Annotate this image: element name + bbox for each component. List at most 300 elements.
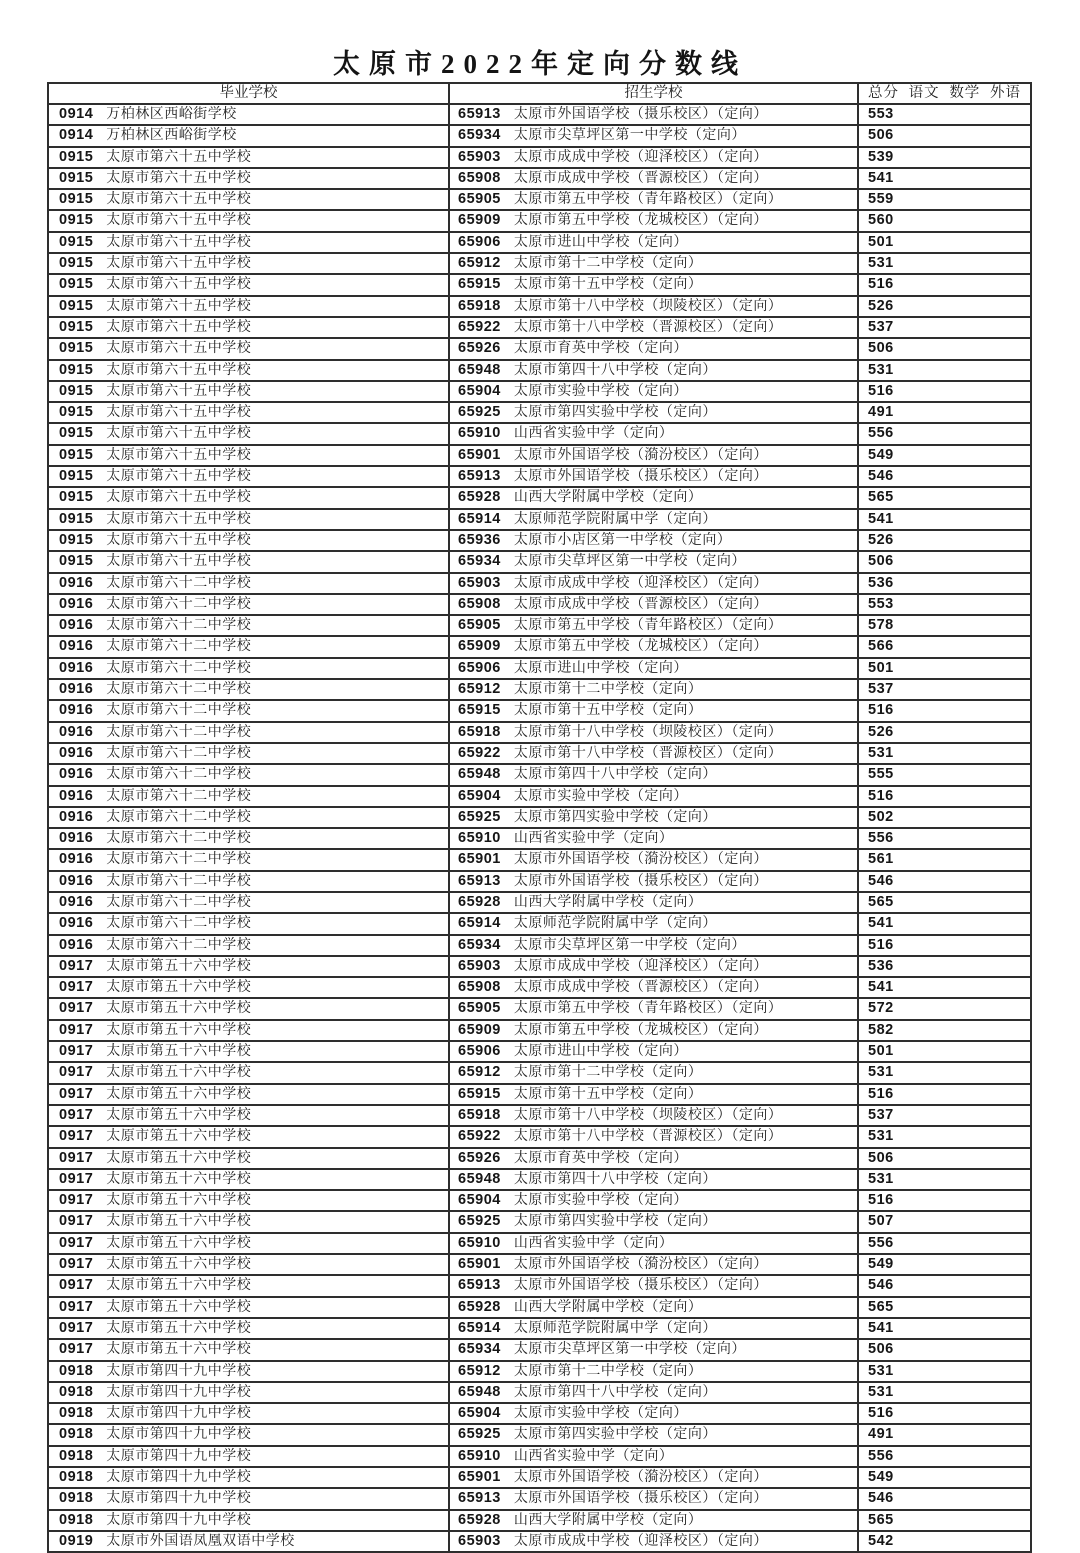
table-row [48, 1211, 1031, 1232]
total-score-cell [858, 977, 1031, 998]
admission-school-name: 太原市第十八中学校（坝陵校区）（定向） [513, 298, 783, 314]
admission-school-cell [449, 807, 858, 828]
admission-school-code: 65901 [458, 1256, 501, 1273]
graduate-school-name: 太原市第六十二中学校 [106, 937, 252, 953]
admission-school-cell [449, 1318, 858, 1339]
total-score-cell [858, 147, 1031, 168]
admission-school-code: 65948 [458, 361, 501, 378]
admission-school-cell [449, 317, 858, 338]
graduate-school-cell [48, 402, 449, 423]
graduate-school-cell [48, 956, 449, 977]
header-score-columns [858, 83, 1031, 104]
total-score-cell [858, 722, 1031, 743]
graduate-school-name: 太原市第六十二中学校 [106, 682, 252, 698]
graduate-school-cell [48, 700, 449, 721]
total-score-value: 542 [868, 1532, 894, 1549]
table-row [48, 1126, 1031, 1147]
graduate-school-name: 太原市第五十六中学校 [106, 1044, 252, 1060]
admission-school-cell [449, 466, 858, 487]
admission-school-name: 太原市第四十八中学校（定向） [513, 1384, 717, 1400]
total-score-value: 555 [868, 766, 894, 783]
total-score-cell [858, 168, 1031, 189]
table-row [48, 253, 1031, 274]
graduate-school-code: 0918 [59, 1447, 94, 1464]
table-row [48, 296, 1031, 317]
graduate-school-name: 太原市第六十二中学校 [106, 724, 252, 740]
admission-school-code: 65934 [458, 553, 501, 570]
graduate-school-code: 0917 [59, 1319, 94, 1336]
graduate-school-cell [48, 1339, 449, 1360]
total-score-value: 516 [868, 1085, 894, 1102]
admission-school-code: 65934 [458, 127, 501, 144]
total-score-cell [858, 1339, 1031, 1360]
total-score-cell [858, 700, 1031, 721]
graduate-school-cell [48, 764, 449, 785]
admission-school-code: 65910 [458, 425, 501, 442]
table-row [48, 1233, 1031, 1254]
total-score-cell [858, 849, 1031, 870]
graduate-school-name: 太原市第六十二中学校 [106, 618, 252, 634]
total-score-cell [858, 658, 1031, 679]
admission-school-code: 65901 [458, 446, 501, 463]
total-score-value: 531 [868, 255, 894, 272]
table-row [48, 168, 1031, 189]
graduate-school-name: 太原市第六十二中学校 [106, 831, 252, 847]
graduate-school-cell [48, 125, 449, 146]
admission-school-name: 太原市成成中学校（迎泽校区）（定向） [513, 958, 768, 974]
graduate-school-cell [48, 551, 449, 572]
graduate-school-name: 太原市第五十六中学校 [106, 1299, 252, 1315]
graduate-school-code: 0916 [59, 872, 94, 889]
graduate-school-code: 0915 [59, 425, 94, 442]
graduate-school-name: 太原市第六十五中学校 [106, 149, 252, 165]
graduate-school-name: 太原市第六十五中学校 [106, 532, 252, 548]
total-score-cell [858, 445, 1031, 466]
admission-school-code: 65903 [458, 957, 501, 974]
admission-school-code: 65904 [458, 1405, 501, 1422]
admission-school-name: 太原市外国语学校（漪汾校区）（定向） [513, 1257, 768, 1273]
admission-school-cell [449, 189, 858, 210]
total-score-value: 553 [868, 595, 894, 612]
admission-school-name: 太原市第四十八中学校（定向） [513, 362, 717, 378]
graduate-school-name: 太原市第六十五中学校 [106, 341, 252, 357]
graduate-school-code: 0916 [59, 766, 94, 783]
admission-school-name: 太原市第十八中学校（坝陵校区）（定向） [513, 1107, 783, 1123]
admission-school-cell [449, 104, 858, 125]
total-score-cell [858, 1105, 1031, 1126]
graduate-school-name: 太原市第五十六中学校 [106, 1107, 252, 1123]
graduate-school-cell [48, 1233, 449, 1254]
table-row [48, 1382, 1031, 1403]
table-row [48, 807, 1031, 828]
admission-school-cell [449, 253, 858, 274]
admission-school-code: 65925 [458, 404, 501, 421]
admission-school-name: 太原市第十二中学校（定向） [513, 1065, 703, 1081]
total-score-cell [858, 1020, 1031, 1041]
admission-school-name: 太原市第十五中学校（定向） [513, 703, 703, 719]
graduate-school-name: 太原市第六十二中学校 [106, 660, 252, 676]
total-score-value: 546 [868, 872, 894, 889]
graduate-school-cell [48, 1254, 449, 1275]
total-score-cell [858, 1467, 1031, 1488]
admission-school-name: 太原市第五中学校（青年路校区）（定向） [513, 1001, 783, 1017]
graduate-school-cell [48, 1531, 449, 1552]
graduate-school-name: 太原市第六十二中学校 [106, 852, 252, 868]
total-score-cell [858, 1424, 1031, 1445]
admission-school-name: 太原市尖草坪区第一中学校（定向） [513, 554, 746, 570]
graduate-school-name: 太原市第五十六中学校 [106, 958, 252, 974]
total-score-value: 541 [868, 1319, 894, 1336]
graduate-school-code: 0916 [59, 659, 94, 676]
admission-school-cell [449, 594, 858, 615]
admission-school-code: 65926 [458, 1149, 501, 1166]
table-row [48, 828, 1031, 849]
admission-school-cell [449, 636, 858, 657]
graduate-school-code: 0917 [59, 1192, 94, 1209]
table-row [48, 1318, 1031, 1339]
total-score-cell [858, 360, 1031, 381]
graduate-school-cell [48, 232, 449, 253]
table-row [48, 1531, 1031, 1552]
graduate-school-cell [48, 892, 449, 913]
admission-school-cell [449, 1275, 858, 1296]
admission-school-cell [449, 1488, 858, 1509]
graduate-school-cell [48, 977, 449, 998]
graduate-school-cell [48, 1169, 449, 1190]
graduate-school-name: 太原市第五十六中学校 [106, 1171, 252, 1187]
graduate-school-name: 太原市第六十二中学校 [106, 639, 252, 655]
graduate-school-code: 0915 [59, 191, 94, 208]
graduate-school-name: 太原市第六十五中学校 [106, 469, 252, 485]
graduate-school-code: 0915 [59, 276, 94, 293]
admission-school-name: 太原市进山中学校（定向） [513, 660, 688, 676]
table-row [48, 466, 1031, 487]
total-score-value: 491 [868, 404, 894, 421]
admission-school-name: 太原市外国语学校（摄乐校区）（定向） [513, 1491, 768, 1507]
table-row [48, 935, 1031, 956]
table-row [48, 423, 1031, 444]
total-score-value: 565 [868, 489, 894, 506]
graduate-school-name: 太原市第四十九中学校 [106, 1384, 252, 1400]
graduate-school-cell [48, 1148, 449, 1169]
graduate-school-cell [48, 1084, 449, 1105]
total-score-value: 541 [868, 169, 894, 186]
total-score-value: 537 [868, 1106, 894, 1123]
admission-school-name: 太原市小店区第一中学校（定向） [513, 532, 732, 548]
graduate-school-name: 太原市第六十五中学校 [106, 256, 252, 272]
total-score-value: 531 [868, 1064, 894, 1081]
total-score-cell [858, 1084, 1031, 1105]
total-score-cell [858, 1488, 1031, 1509]
graduate-school-cell [48, 1446, 449, 1467]
admission-school-cell [449, 1126, 858, 1147]
admission-school-code: 65904 [458, 1192, 501, 1209]
table-row [48, 104, 1031, 125]
graduate-school-name: 太原市第五十六中学校 [106, 1320, 252, 1336]
admission-school-name: 太原市第五中学校（青年路校区）（定向） [513, 618, 783, 634]
admission-school-name: 太原市进山中学校（定向） [513, 234, 688, 250]
admission-school-cell [449, 764, 858, 785]
graduate-school-name: 太原市第六十五中学校 [106, 234, 252, 250]
admission-school-code: 65905 [458, 617, 501, 634]
total-score-cell [858, 189, 1031, 210]
total-score-value: 549 [868, 446, 894, 463]
table-row [48, 679, 1031, 700]
graduate-school-code: 0914 [59, 127, 94, 144]
admission-school-code: 65934 [458, 936, 501, 953]
total-score-value: 526 [868, 723, 894, 740]
table-row [48, 1254, 1031, 1275]
graduate-school-code: 0917 [59, 1064, 94, 1081]
graduate-school-code: 0915 [59, 212, 94, 229]
total-score-value: 526 [868, 531, 894, 548]
graduate-school-name: 太原市第六十二中学校 [106, 788, 252, 804]
total-score-cell [858, 1531, 1031, 1552]
admission-school-name: 太原市第十二中学校（定向） [513, 1363, 703, 1379]
admission-school-name: 太原市实验中学校（定向） [513, 788, 688, 804]
total-score-value: 556 [868, 1234, 894, 1251]
total-score-cell [858, 892, 1031, 913]
total-score-value: 531 [868, 744, 894, 761]
total-score-cell [858, 296, 1031, 317]
table-row [48, 977, 1031, 998]
admission-school-name: 太原市成成中学校（迎泽校区）（定向） [513, 575, 768, 591]
total-score-cell [858, 615, 1031, 636]
graduate-school-cell [48, 594, 449, 615]
graduate-school-code: 0918 [59, 1490, 94, 1507]
total-score-value: 553 [868, 106, 894, 122]
admission-school-code: 65913 [458, 106, 501, 122]
table-row [48, 1169, 1031, 1190]
graduate-school-cell [48, 1488, 449, 1509]
graduate-school-code: 0916 [59, 702, 94, 719]
graduate-school-code: 0917 [59, 1000, 94, 1017]
admission-school-cell [449, 274, 858, 295]
graduate-school-cell [48, 1467, 449, 1488]
graduate-school-cell [48, 1105, 449, 1126]
graduate-school-cell [48, 296, 449, 317]
graduate-school-code: 0915 [59, 382, 94, 399]
graduate-school-cell [48, 786, 449, 807]
graduate-school-name: 万柏林区西峪街学校 [106, 128, 237, 144]
total-score-cell [858, 1254, 1031, 1275]
admission-school-code: 65934 [458, 1341, 501, 1358]
header-math-score: 数学 [949, 85, 981, 101]
header-admission-school: 招生学校 [449, 83, 858, 104]
total-score-value: 531 [868, 1170, 894, 1187]
table-row [48, 615, 1031, 636]
graduate-school-cell [48, 338, 449, 359]
graduate-school-cell [48, 615, 449, 636]
graduate-school-code: 0917 [59, 1213, 94, 1230]
table-row [48, 189, 1031, 210]
graduate-school-code: 0916 [59, 936, 94, 953]
total-score-value: 541 [868, 510, 894, 527]
admission-school-cell [449, 871, 858, 892]
admission-school-cell [449, 1339, 858, 1360]
total-score-cell [858, 551, 1031, 572]
total-score-value: 506 [868, 127, 894, 144]
admission-school-code: 65910 [458, 1234, 501, 1251]
graduate-school-cell [48, 381, 449, 402]
graduate-school-code: 0917 [59, 957, 94, 974]
admission-school-name: 太原市成成中学校（晋源校区）（定向） [513, 170, 768, 186]
table-row [48, 1105, 1031, 1126]
graduate-school-cell [48, 274, 449, 295]
graduate-school-code: 0915 [59, 148, 94, 165]
table-row [48, 956, 1031, 977]
graduate-school-code: 0917 [59, 1106, 94, 1123]
admission-school-code: 65922 [458, 318, 501, 335]
total-score-value: 506 [868, 1341, 894, 1358]
admission-school-cell [449, 1254, 858, 1275]
admission-school-cell [449, 402, 858, 423]
total-score-value: 560 [868, 212, 894, 229]
graduate-school-name: 太原市第五十六中学校 [106, 1001, 252, 1017]
graduate-school-name: 太原市第六十五中学校 [106, 277, 252, 293]
admission-school-code: 65948 [458, 766, 501, 783]
admission-school-code: 65906 [458, 659, 501, 676]
admission-school-code: 65904 [458, 787, 501, 804]
admission-school-name: 太原市第十八中学校（晋源校区）（定向） [513, 745, 783, 761]
graduate-school-code: 0915 [59, 169, 94, 186]
admission-school-cell [449, 1084, 858, 1105]
table-row [48, 743, 1031, 764]
admission-school-name: 山西大学附属中学校（定向） [513, 894, 703, 910]
graduate-school-code: 0915 [59, 510, 94, 527]
total-score-cell [858, 530, 1031, 551]
graduate-school-cell [48, 147, 449, 168]
table-row [48, 1190, 1031, 1211]
admission-school-name: 太原市外国语学校（漪汾校区）（定向） [513, 1470, 768, 1485]
admission-school-cell [449, 1297, 858, 1318]
table-row [48, 871, 1031, 892]
admission-school-cell [449, 487, 858, 508]
total-score-value: 556 [868, 1447, 894, 1464]
graduate-school-cell [48, 743, 449, 764]
graduate-school-cell [48, 445, 449, 466]
graduate-school-cell [48, 1211, 449, 1232]
admission-school-name: 太原市成成中学校（晋源校区）（定向） [513, 980, 768, 996]
admission-school-code: 65910 [458, 830, 501, 847]
graduate-school-code: 0916 [59, 830, 94, 847]
total-score-cell [858, 913, 1031, 934]
total-score-cell [858, 317, 1031, 338]
total-score-cell [858, 786, 1031, 807]
graduate-school-name: 太原市第五十六中学校 [106, 1235, 252, 1251]
admission-school-cell [449, 551, 858, 572]
graduate-school-name: 太原市第四十九中学校 [106, 1491, 252, 1507]
admission-school-cell [449, 1233, 858, 1254]
total-score-cell [858, 679, 1031, 700]
total-score-value: 546 [868, 1490, 894, 1507]
table-row [48, 1488, 1031, 1509]
graduate-school-name: 太原市第四十九中学校 [106, 1406, 252, 1422]
total-score-cell [858, 1382, 1031, 1403]
graduate-school-code: 0918 [59, 1511, 94, 1528]
admission-school-code: 65928 [458, 893, 501, 910]
graduate-school-code: 0915 [59, 340, 94, 357]
table-row [48, 1403, 1031, 1424]
graduate-school-code: 0915 [59, 553, 94, 570]
admission-school-cell [449, 658, 858, 679]
admission-school-name: 太原市尖草坪区第一中学校（定向） [513, 128, 746, 144]
graduate-school-name: 太原市第六十二中学校 [106, 575, 252, 591]
graduate-school-name: 太原市第四十九中学校 [106, 1363, 252, 1379]
total-score-value: 531 [868, 1383, 894, 1400]
graduate-school-cell [48, 168, 449, 189]
table-row [48, 381, 1031, 402]
graduate-school-name: 太原市第六十二中学校 [106, 916, 252, 932]
graduate-school-name: 太原市第六十五中学校 [106, 319, 252, 335]
table-row [48, 913, 1031, 934]
total-score-value: 556 [868, 830, 894, 847]
graduate-school-name: 太原市第四十九中学校 [106, 1512, 252, 1528]
total-score-value: 516 [868, 276, 894, 293]
table-row [48, 402, 1031, 423]
graduate-school-code: 0918 [59, 1362, 94, 1379]
admission-school-code: 65912 [458, 255, 501, 272]
total-score-value: 516 [868, 936, 894, 953]
graduate-school-code: 0917 [59, 1277, 94, 1294]
admission-school-name: 太原师范学院附属中学（定向） [513, 511, 717, 527]
total-score-cell [858, 935, 1031, 956]
graduate-school-code: 0916 [59, 915, 94, 932]
graduate-school-cell [48, 871, 449, 892]
table-row [48, 509, 1031, 530]
header-row [48, 83, 1031, 104]
admission-school-cell [449, 1148, 858, 1169]
total-score-value: 501 [868, 1043, 894, 1060]
admission-school-cell [449, 125, 858, 146]
admission-school-name: 太原市第四十八中学校（定向） [513, 1171, 717, 1187]
graduate-school-code: 0916 [59, 617, 94, 634]
graduate-school-code: 0916 [59, 787, 94, 804]
table-row [48, 1446, 1031, 1467]
graduate-school-cell [48, 1297, 449, 1318]
total-score-value: 566 [868, 638, 894, 655]
total-score-cell [858, 1148, 1031, 1169]
admission-school-cell [449, 232, 858, 253]
graduate-school-cell [48, 913, 449, 934]
total-score-cell [858, 1297, 1031, 1318]
graduate-school-cell [48, 679, 449, 700]
admission-school-cell [449, 615, 858, 636]
graduate-school-name: 太原市第六十五中学校 [106, 490, 252, 506]
graduate-school-code: 0916 [59, 574, 94, 591]
graduate-school-cell [48, 636, 449, 657]
graduate-school-name: 太原市第五十六中学校 [106, 1065, 252, 1081]
admission-school-name: 太原市第五中学校（龙城校区）（定向） [513, 1022, 768, 1038]
total-score-cell [858, 232, 1031, 253]
admission-school-code: 65936 [458, 531, 501, 548]
admission-school-cell [449, 1382, 858, 1403]
graduate-school-cell [48, 1361, 449, 1382]
admission-school-name: 太原市尖草坪区第一中学校（定向） [513, 1342, 746, 1358]
total-score-cell [858, 487, 1031, 508]
admission-school-name: 太原市第十二中学校（定向） [513, 256, 703, 272]
table-row [48, 892, 1031, 913]
total-score-cell [858, 998, 1031, 1019]
admission-school-cell [449, 530, 858, 551]
total-score-value: 516 [868, 702, 894, 719]
admission-school-code: 65903 [458, 1532, 501, 1549]
admission-school-code: 65915 [458, 276, 501, 293]
admission-school-cell [449, 1062, 858, 1083]
graduate-school-name: 太原市第六十二中学校 [106, 894, 252, 910]
graduate-school-code: 0917 [59, 1043, 94, 1060]
admission-school-cell [449, 147, 858, 168]
